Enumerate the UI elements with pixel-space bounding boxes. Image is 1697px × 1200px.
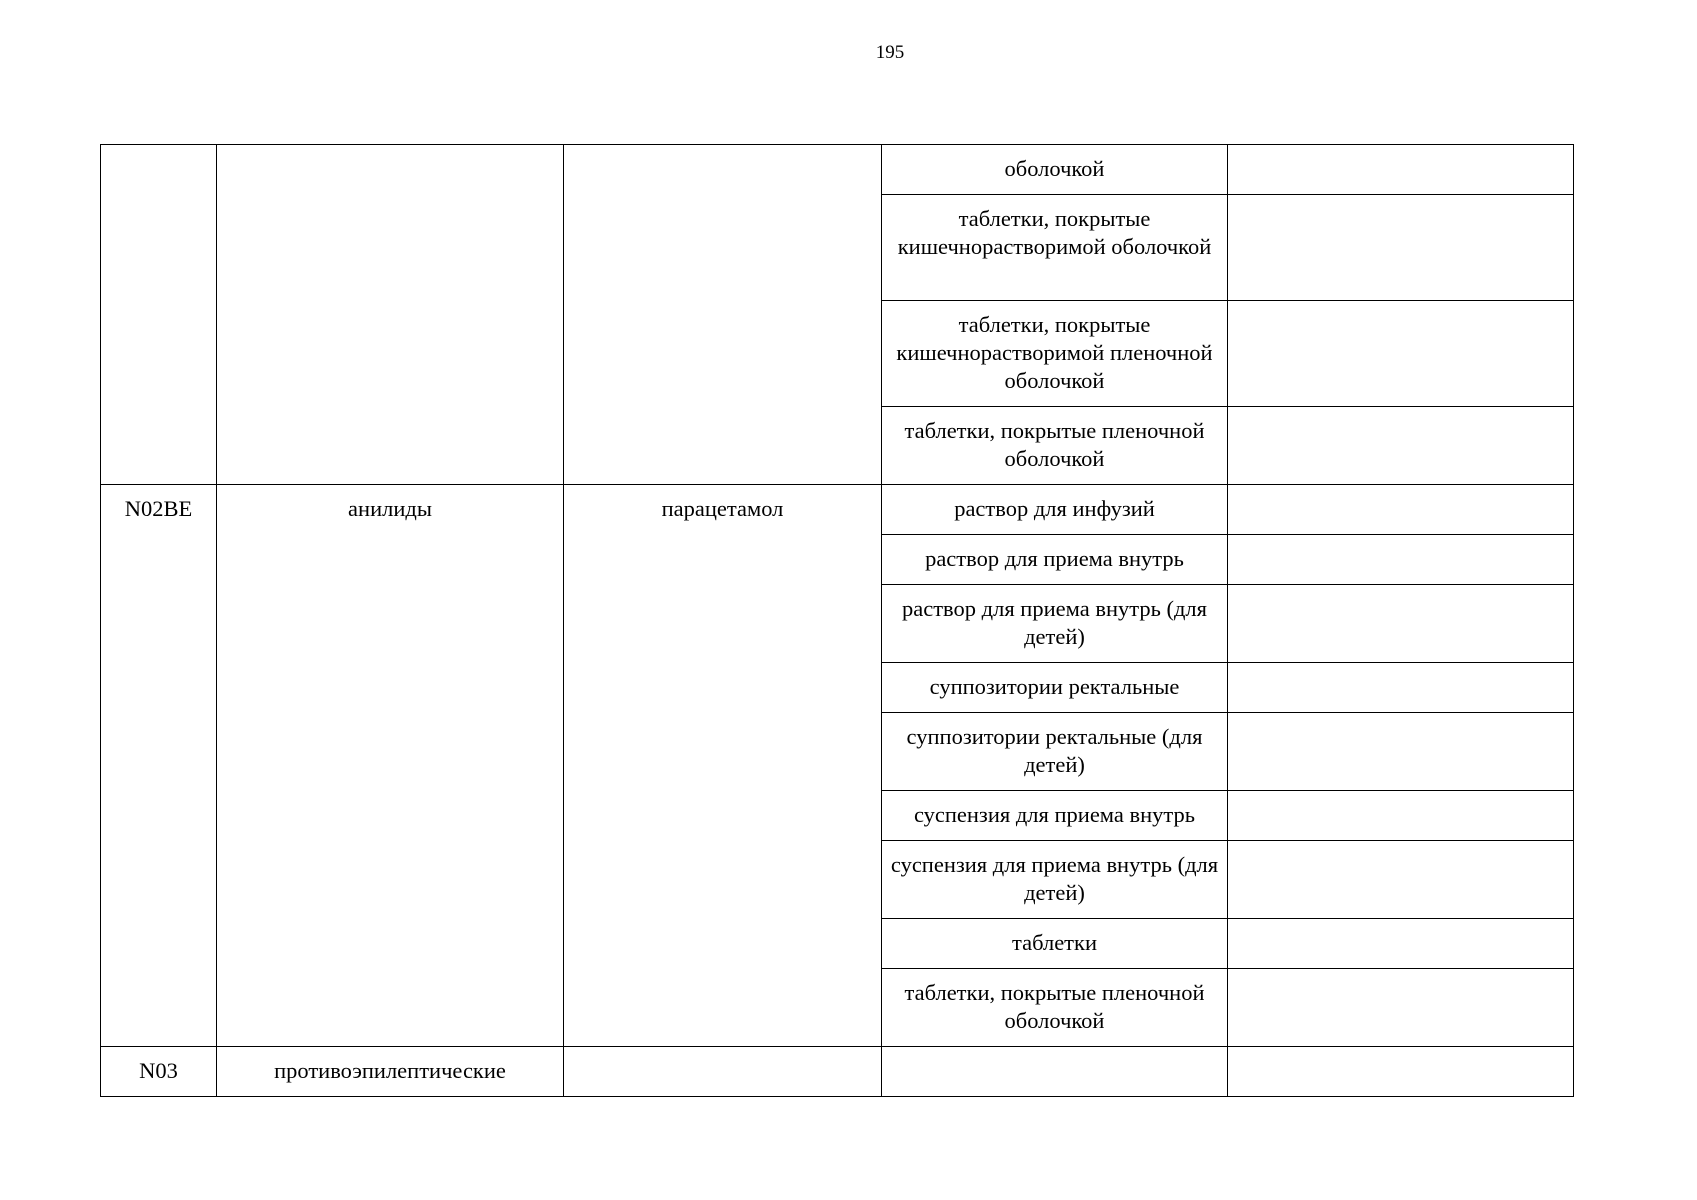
drug-cell — [564, 145, 882, 485]
dosage-form-cell: раствор для инфузий — [882, 485, 1228, 535]
note-cell — [1228, 713, 1574, 791]
table-row — [101, 145, 1574, 195]
drug-name-cell: парацетамол — [564, 485, 882, 1047]
dosage-form-cell: таблетки, покрытые кишечнорастворимой пленочной оболочкой — [882, 301, 1228, 407]
note-cell — [1228, 919, 1574, 969]
note-cell — [1228, 407, 1574, 485]
drug-name-cell — [564, 1047, 882, 1097]
note-cell — [1228, 145, 1574, 195]
dosage-form-cell: таблетки, покрытые пленочной оболочкой — [882, 969, 1228, 1047]
note-cell — [1228, 663, 1574, 713]
dosage-form-cell: суппозитории ректальные (для детей) — [882, 713, 1228, 791]
note-cell — [1228, 485, 1574, 535]
group-cell — [217, 145, 564, 485]
note-cell — [1228, 791, 1574, 841]
table-row — [101, 1047, 1574, 1097]
dosage-form-cell: раствор для приема внутрь — [882, 535, 1228, 585]
dosage-form-cell: таблетки, покрытые кишечнорастворимой оболочкой — [882, 195, 1228, 301]
dosage-form-cell: суспензия для приема внутрь — [882, 791, 1228, 841]
code-cell — [101, 145, 217, 485]
drug-list-table — [100, 144, 1574, 1097]
note-cell — [1228, 301, 1574, 407]
dosage-form-cell: таблетки, покрытые пленочной оболочкой — [882, 407, 1228, 485]
dosage-form-cell: оболочкой — [882, 145, 1228, 195]
dosage-form-cell: суспензия для приема внутрь (для детей) — [882, 841, 1228, 919]
note-cell — [1228, 1047, 1574, 1097]
atc-code-cell: N02BE — [101, 485, 217, 1047]
dosage-form-cell: таблетки — [882, 919, 1228, 969]
pharmacological-group-cell: противоэпилептические — [217, 1047, 564, 1097]
page-number: 195 — [875, 42, 905, 63]
note-cell — [1228, 969, 1574, 1047]
pharmacological-group-cell: анилиды — [217, 485, 564, 1047]
dosage-form-cell: суппозитории ректальные — [882, 663, 1228, 713]
atc-code-cell: N03 — [101, 1047, 217, 1097]
note-cell — [1228, 585, 1574, 663]
note-cell — [1228, 841, 1574, 919]
dosage-form-cell: раствор для приема внутрь (для детей) — [882, 585, 1228, 663]
dosage-form-cell — [882, 1047, 1228, 1097]
note-cell — [1228, 535, 1574, 585]
table-row — [101, 485, 1574, 535]
note-cell — [1228, 195, 1574, 301]
